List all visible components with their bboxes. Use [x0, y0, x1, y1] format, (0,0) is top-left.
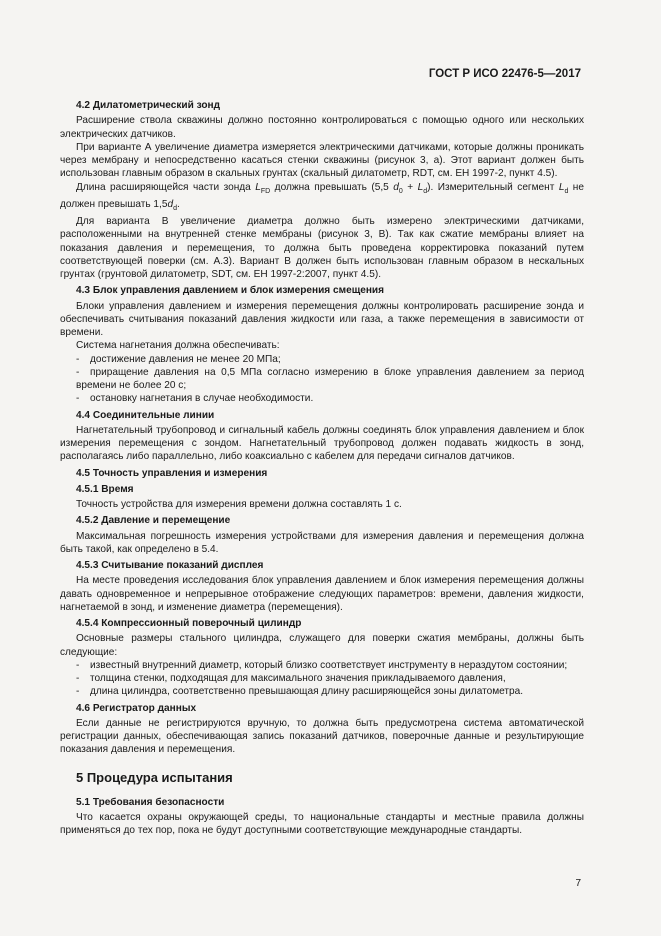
paragraph: Основные размеры стального цилиндра, служащего для поверки сжатия мембраны, должны быть следующие: [60, 633, 584, 658]
paragraph: Если данные не регистрируются вручную, то должна быть предусмотрена система автоматической регистрации данных, обеспечивающая запись показаний датчиков, поверочные данные и результирующие показания давления и перемещения. [60, 717, 584, 756]
paragraph: Максимальная погрешность измерения устройствами для измерения давления и перемещения должна быть такой, как определено в 5.4. [60, 530, 584, 555]
list-item: - известный внутренний диаметр, который близко соответствует инструменту в нераздутом состоянии; [76, 659, 568, 671]
section-4-3-heading: 4.3 Блок управления давлением и блок измерения смещения [76, 285, 385, 297]
document-code-header: ГОСТ Р ИСО 22476-5—2017 [428, 68, 581, 80]
document-body [60, 96, 584, 838]
section-4-2-heading: 4.2 Дилатометрический зонд [76, 100, 221, 111]
paragraph: Для варианта В увеличение диаметра должно быть измерено электрическими датчиками, расположенными на внутренней стенке мембраны (рисунок 3, В). Так как сжатие мембраны влияет на показания давления и перемещения, то должна быть проведена корректировка показаний путем соответствующей поверки (см. А.3). Вариант В должен быть использован главным образом в нескальных грунтах (грунтовой дилатометр, SDT, см. ЕН 1997-2:2007, пункт 4.5). [60, 216, 584, 281]
section-4-5-3-heading: 4.5.3 Считывание показаний дисплея [76, 560, 264, 572]
section-4-5-1-heading: 4.5.1 Время [76, 483, 134, 495]
paragraph: Система нагнетания должна обеспечивать: [76, 340, 280, 352]
section-4-5-heading: 4.5 Точность управления и измерения [76, 467, 268, 479]
paragraph: Нагнетательный трубопровод и сигнальный кабель должны соединять блок управления давлением и блок измерения перемещения с зондом. Нагнетательный трубопровод должен подавать жидкость в зонд, располагаясь либо параллельно, либо коаксиально с кабелем для передачи сигналов датчиков. [60, 424, 584, 463]
paragraph-formula: Длина расширяющейся части зонда $L_{FD}$ должна превышать (5,5 $d_0 + L_d$). Измерительный сегмент $L_d$ не должен превышать $1,5d_d$. [60, 181, 585, 212]
paragraph: Что касается охраны окружающей среды, то национальные стандарты и местные правила должны применяться до тех пор, пока не будут доступными соответствующие международные стандарты. [60, 812, 584, 837]
paragraph: Точность устройства для измерения времени должна составлять 1 с. [76, 499, 402, 511]
paragraph: Расширение ствола скважины должно постоянно контролироваться с помощью одного или нескольких электрических датчиков. [60, 115, 584, 140]
section-5-heading: 5 Процедура испытания [76, 769, 233, 785]
section-5-1-heading: 5.1 Требования безопасности [76, 796, 225, 808]
section-4-5-4-heading: 4.5.4 Компрессионный поверочный цилиндр [76, 618, 302, 630]
list-item: - остановку нагнетания в случае необходимости. [76, 393, 314, 405]
paragraph: На месте проведения исследования блок управления давлением и блок измерения перемещения должны давать одновременное и непрерывное отображение следующих параметров: времени, давления жидкости, нагнетаемой в зонд, и изменение диаметра (перемещения). [60, 575, 584, 613]
paragraph: Блоки управления давлением и измерения перемещения должны контролировать расширение зонда и обеспечивать считывания показаний давления жидкости или газа, а также перемещения в зависимости от времени. [60, 300, 584, 339]
list-item: - толщина стенки, подходящая для максимального значения прикладываемого давления, [76, 673, 506, 685]
page-number: 7 [575, 878, 581, 889]
section-4-6-heading: 4.6 Регистратор данных [76, 702, 197, 714]
list-item: - приращение давления на 0,5 МПа согласно измерению в блоке управления давлением за период времени не более 20 с; [76, 366, 584, 392]
list-item: - достижение давления не менее 20 МПа; [76, 353, 281, 365]
paragraph: При варианте А увеличение диаметра измеряется электрическими датчиками, которые должны проникать через мембрану и непосредственно касаться стенки скважины (рисунок 3, а). Этот вариант должен быть использован главным образом в скальных грунтах (скальный дилатометр, RDT, см. ЕН 1997-2, пункт 4.5). [60, 141, 584, 180]
list-item: - длина цилиндра, соответственно превышающая длину расширяющейся зоны дилатометра. [76, 686, 524, 698]
section-4-5-2-heading: 4.5.2 Давление и перемещение [76, 515, 231, 527]
section-4-4-heading: 4.4 Соединительные линии [76, 409, 215, 421]
